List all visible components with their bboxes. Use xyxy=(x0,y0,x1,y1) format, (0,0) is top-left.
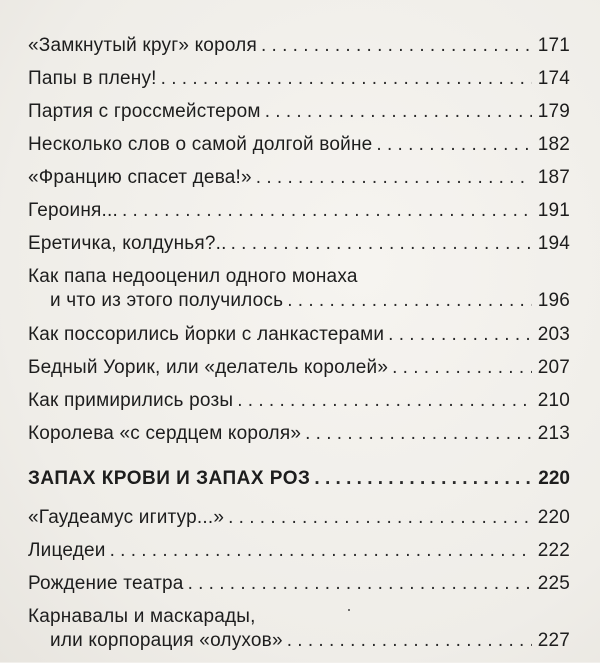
toc-entry-page: 225 xyxy=(537,573,570,594)
dot-leader xyxy=(161,67,532,91)
dot-leader xyxy=(388,323,532,347)
dot-leader xyxy=(392,356,532,380)
dot-leader xyxy=(256,166,532,190)
toc-entry-line2 xyxy=(28,629,570,655)
dot-leader xyxy=(305,422,532,446)
dot-leader xyxy=(261,34,532,58)
toc-entry xyxy=(28,34,570,67)
toc-entry-page: 182 xyxy=(537,134,570,155)
toc-entry xyxy=(28,199,570,232)
toc-entry-multiline xyxy=(28,265,570,315)
dot-leader xyxy=(287,289,532,313)
toc-entry-title-line1: Карнавалы и маскарады, xyxy=(28,606,256,627)
toc-entry-page: 187 xyxy=(537,167,570,188)
toc-section-heading xyxy=(28,467,570,500)
dot-leader xyxy=(265,100,532,124)
section-page: 220 xyxy=(538,468,570,489)
toc-entry-title: Бедный Уорик, или «делатель королей» xyxy=(28,357,389,378)
toc-entry-title: Рождение театра xyxy=(28,573,184,594)
toc-entry-page: 191 xyxy=(537,200,570,221)
toc-entry-title-line2: и что из этого получилось xyxy=(50,290,284,311)
toc-entry xyxy=(28,356,570,389)
toc-entry-page: 207 xyxy=(537,357,570,378)
toc-entry-multiline xyxy=(28,605,570,655)
toc-entry-page: 174 xyxy=(537,68,570,89)
dot-leader xyxy=(228,506,532,530)
toc-entry xyxy=(28,100,570,133)
toc-entry-page: 203 xyxy=(537,324,570,345)
dot-leader xyxy=(314,467,532,491)
toc-entry xyxy=(28,166,570,199)
toc-entry xyxy=(28,506,570,539)
toc-entry-line2 xyxy=(28,289,570,315)
dot-leader xyxy=(122,199,532,223)
toc-entry-title-line2: или корпорация «олухов» xyxy=(50,630,283,651)
toc-entry-title: Героиня... xyxy=(28,200,118,221)
dot-leader xyxy=(237,389,532,413)
toc-entry xyxy=(28,323,570,356)
section-title: ЗАПАХ КРОВИ И ЗАПАХ РОЗ xyxy=(28,468,311,489)
toc-entry-title: «Замкнутый круг» короля xyxy=(28,35,257,56)
dot-leader xyxy=(110,539,532,563)
dot-leader xyxy=(231,232,532,256)
toc-entry-page: 210 xyxy=(537,390,570,411)
toc-entry-page: 220 xyxy=(537,507,570,528)
dot-leader xyxy=(287,629,532,653)
toc-entry-title-line1: Как папа недооценил одного монаха xyxy=(28,266,358,287)
toc-entry xyxy=(28,232,570,265)
toc-entry xyxy=(28,389,570,422)
toc-entry-title: Лицедеи xyxy=(28,540,106,561)
toc-entry xyxy=(28,67,570,100)
table-of-contents xyxy=(28,34,570,663)
toc-entry-page: 179 xyxy=(537,101,570,122)
toc-entry xyxy=(28,133,570,166)
toc-entry-page: 171 xyxy=(537,35,570,56)
toc-entry-page: 227 xyxy=(537,630,570,651)
toc-entry xyxy=(28,572,570,605)
toc-entry-title: Папы в плену! xyxy=(28,68,157,89)
toc-entry-title: Партия с гроссмейстером xyxy=(28,101,261,122)
toc-entry-page: 213 xyxy=(537,423,570,444)
toc-entry xyxy=(28,539,570,572)
toc-entry-page: 194 xyxy=(537,233,570,254)
toc-entry-title: Как примирились розы xyxy=(28,390,234,411)
toc-entry-page: 222 xyxy=(537,540,570,561)
toc-entry-title: Несколько слов о самой долгой войне xyxy=(28,134,373,155)
print-speck xyxy=(348,609,350,611)
toc-entry-title: «Гаудеамус игитур...» xyxy=(28,507,225,528)
dot-leader xyxy=(188,572,532,596)
toc-entry-title: Как поссорились йорки с ланкастерами xyxy=(28,324,385,345)
toc-entry-title: Еретичка, колдунья?.. xyxy=(28,233,227,254)
toc-entry-page: 196 xyxy=(537,290,570,311)
toc-entry xyxy=(28,422,570,455)
toc-entry-title: «Францию спасет дева!» xyxy=(28,167,252,188)
toc-entry-title: Королева «с сердцем короля» xyxy=(28,423,302,444)
dot-leader xyxy=(376,133,532,157)
